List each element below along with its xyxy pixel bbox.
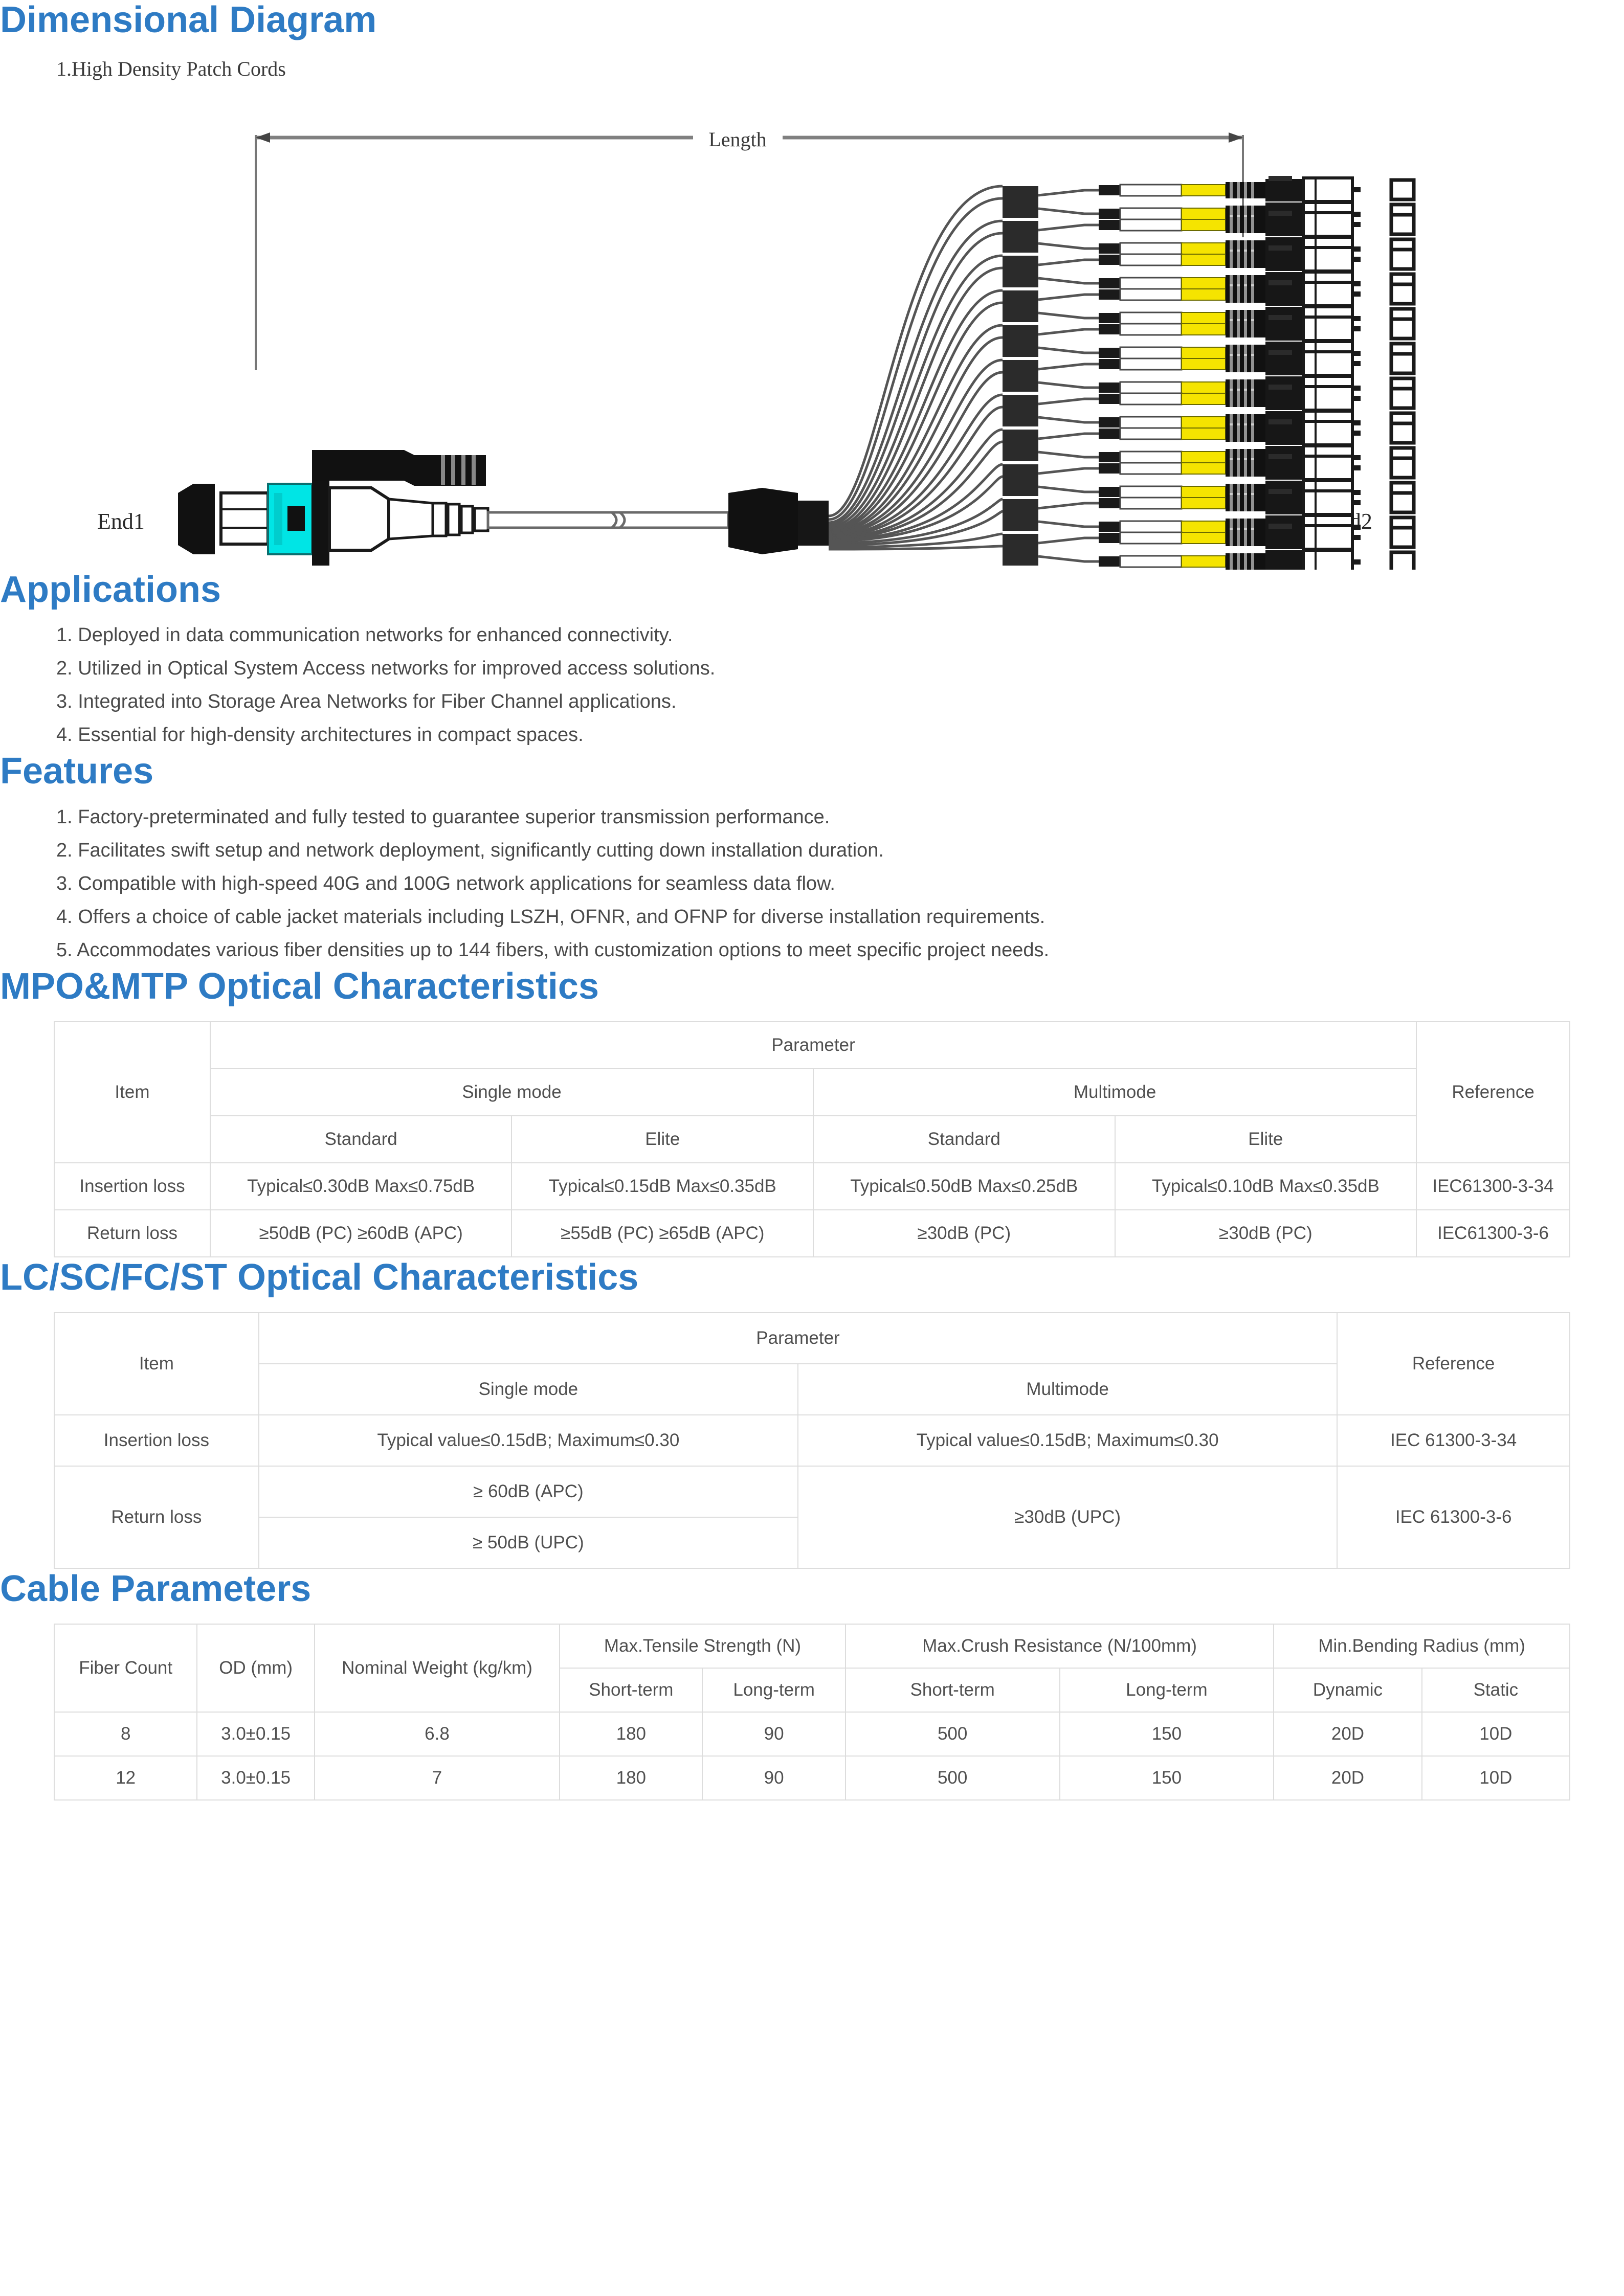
cell-mm-standard: Typical≤0.50dB Max≤0.25dB — [813, 1163, 1115, 1210]
cell-reference: IEC61300-3-34 — [1416, 1163, 1570, 1210]
lcsc-optical-characteristics-table — [54, 1312, 1570, 1569]
cell-crush-long: 150 — [1060, 1756, 1274, 1800]
header-reference: Reference — [1337, 1313, 1570, 1415]
cell-crush-long: 150 — [1060, 1712, 1274, 1756]
cell-od: 3.0±0.15 — [197, 1712, 314, 1756]
cell-tensile-short: 180 — [560, 1756, 702, 1800]
header-crush-short: Short-term — [846, 1668, 1060, 1712]
header-bend-static: Static — [1422, 1668, 1570, 1712]
cell-item: Return loss — [54, 1210, 210, 1257]
table-row — [54, 1712, 1570, 1756]
table-header-row — [54, 1069, 1570, 1116]
cell-bend-dynamic: 20D — [1274, 1712, 1421, 1756]
cell-sm-elite: ≥55dB (PC) ≥65dB (APC) — [511, 1210, 813, 1257]
cell-multimode: ≥30dB (UPC) — [798, 1466, 1337, 1568]
header-tensile-strength: Max.Tensile Strength (N) — [560, 1624, 846, 1668]
diagram-caption: 1.High Density Patch Cords — [56, 57, 286, 81]
cell-item: Return loss — [54, 1466, 259, 1568]
cell-sm-elite: Typical≤0.15dB Max≤0.35dB — [511, 1163, 813, 1210]
section-heading-mpo-mtp: MPO&MTP Optical Characteristics — [0, 965, 599, 1007]
list-item: 4. Essential for high-density architectures in compact spaces. — [56, 724, 584, 746]
section-heading-cable-parameters: Cable Parameters — [0, 1568, 312, 1609]
page-title-dimensional-diagram: Dimensional Diagram — [0, 0, 377, 40]
cell-bend-static: 10D — [1422, 1756, 1570, 1800]
cell-mm-standard: ≥30dB (PC) — [813, 1210, 1115, 1257]
header-bend-dynamic: Dynamic — [1274, 1668, 1421, 1712]
section-heading-lc-sc-fc-st: LC/SC/FC/ST Optical Characteristics — [0, 1256, 639, 1298]
features-list — [0, 800, 1624, 966]
cell-tensile-short: 180 — [560, 1712, 702, 1756]
list-item: 1. Deployed in data communication networks for enhanced connectivity. — [56, 624, 673, 646]
cell-bend-static: 10D — [1422, 1712, 1570, 1756]
section-heading-applications: Applications — [0, 569, 221, 611]
header-multimode: Multimode — [813, 1069, 1416, 1116]
header-od: OD (mm) — [197, 1624, 314, 1712]
cell-tensile-long: 90 — [702, 1712, 845, 1756]
cell-crush-short: 500 — [846, 1756, 1060, 1800]
cell-single-mode-upc: ≥ 50dB (UPC) — [259, 1517, 798, 1568]
cell-fiber-count: 8 — [54, 1712, 197, 1756]
header-crush-long: Long-term — [1060, 1668, 1274, 1712]
cable-parameters-table — [54, 1624, 1570, 1800]
dimensional-diagram-block — [0, 57, 1624, 570]
header-tensile-long: Long-term — [702, 1668, 845, 1712]
cell-crush-short: 500 — [846, 1712, 1060, 1756]
cell-bend-dynamic: 20D — [1274, 1756, 1421, 1800]
cell-item: Insertion loss — [54, 1415, 259, 1466]
cell-nominal-weight: 7 — [315, 1756, 560, 1800]
table-row — [54, 1210, 1570, 1257]
header-fiber-count: Fiber Count — [54, 1624, 197, 1712]
cell-mm-elite: Typical≤0.10dB Max≤0.35dB — [1115, 1163, 1417, 1210]
header-item: Item — [54, 1022, 210, 1163]
table-row — [54, 1466, 1570, 1517]
mpo-connector-assembly — [178, 450, 728, 566]
section-heading-features: Features — [0, 751, 154, 792]
list-item: 2. Facilitates swift setup and network deployment, significantly cutting down installation duration. — [56, 839, 884, 861]
list-item: 5. Accommodates various fiber densities up to 144 fibers, with customization options to meet specific project needs. — [56, 939, 1050, 961]
list-item: 1. Factory-preterminated and fully tested to guarantee superior transmission performance. — [56, 806, 830, 828]
header-single-mode: Single mode — [210, 1069, 813, 1116]
cell-item: Insertion loss — [54, 1163, 210, 1210]
table-header-row — [54, 1022, 1570, 1069]
header-bending-radius: Min.Bending Radius (mm) — [1274, 1624, 1570, 1668]
cell-sm-standard: ≥50dB (PC) ≥60dB (APC) — [210, 1210, 512, 1257]
table-row — [54, 1415, 1570, 1466]
cell-tensile-long: 90 — [702, 1756, 845, 1800]
end2-label: End2 — [1325, 509, 1372, 534]
header-multimode: Multimode — [798, 1364, 1337, 1415]
mpo-optical-characteristics-table — [54, 1021, 1570, 1257]
header-item: Item — [54, 1313, 259, 1415]
table-row — [54, 1756, 1570, 1800]
cell-mm-elite: ≥30dB (PC) — [1115, 1210, 1417, 1257]
cell-single-mode-apc: ≥ 60dB (APC) — [259, 1466, 798, 1517]
length-label: Length — [708, 128, 767, 151]
cell-sm-standard: Typical≤0.30dB Max≤0.75dB — [210, 1163, 512, 1210]
header-mm-elite: Elite — [1115, 1116, 1417, 1163]
list-item: 2. Utilized in Optical System Access networks for improved access solutions. — [56, 658, 716, 680]
header-parameter: Parameter — [259, 1313, 1338, 1364]
table-row — [54, 1163, 1570, 1210]
table-header-row — [54, 1313, 1570, 1364]
cell-reference: IEC 61300-3-6 — [1337, 1466, 1570, 1568]
cell-single-mode: Typical value≤0.15dB; Maximum≤0.30 — [259, 1415, 798, 1466]
header-tensile-short: Short-term — [560, 1668, 702, 1712]
header-crush-resistance: Max.Crush Resistance (N/100mm) — [846, 1624, 1274, 1668]
applications-list — [0, 618, 1624, 751]
header-single-mode: Single mode — [259, 1364, 798, 1415]
header-parameter: Parameter — [210, 1022, 1416, 1069]
cell-reference: IEC 61300-3-34 — [1337, 1415, 1570, 1466]
end1-label: End1 — [97, 509, 145, 534]
header-sm-elite: Elite — [511, 1116, 813, 1163]
cell-nominal-weight: 6.8 — [315, 1712, 560, 1756]
header-reference: Reference — [1416, 1022, 1570, 1163]
cell-reference: IEC61300-3-6 — [1416, 1210, 1570, 1257]
table-header-row — [54, 1116, 1570, 1163]
list-item: 4. Offers a choice of cable jacket materials including LSZH, OFNR, and OFNP for diverse installation requirements. — [56, 906, 1045, 928]
patch-cord-diagram — [0, 84, 1624, 570]
fanout-legs — [829, 176, 1414, 570]
cell-od: 3.0±0.15 — [197, 1756, 314, 1800]
list-item: 3. Compatible with high-speed 40G and 100G network applications for seamless data flow. — [56, 872, 835, 894]
header-sm-standard: Standard — [210, 1116, 512, 1163]
furcation-body — [728, 488, 829, 554]
table-header-row — [54, 1624, 1570, 1668]
header-mm-standard: Standard — [813, 1116, 1115, 1163]
cell-multimode: Typical value≤0.15dB; Maximum≤0.30 — [798, 1415, 1337, 1466]
list-item: 3. Integrated into Storage Area Networks for Fiber Channel applications. — [56, 691, 677, 713]
cell-fiber-count: 12 — [54, 1756, 197, 1800]
header-nominal-weight: Nominal Weight (kg/km) — [315, 1624, 560, 1712]
